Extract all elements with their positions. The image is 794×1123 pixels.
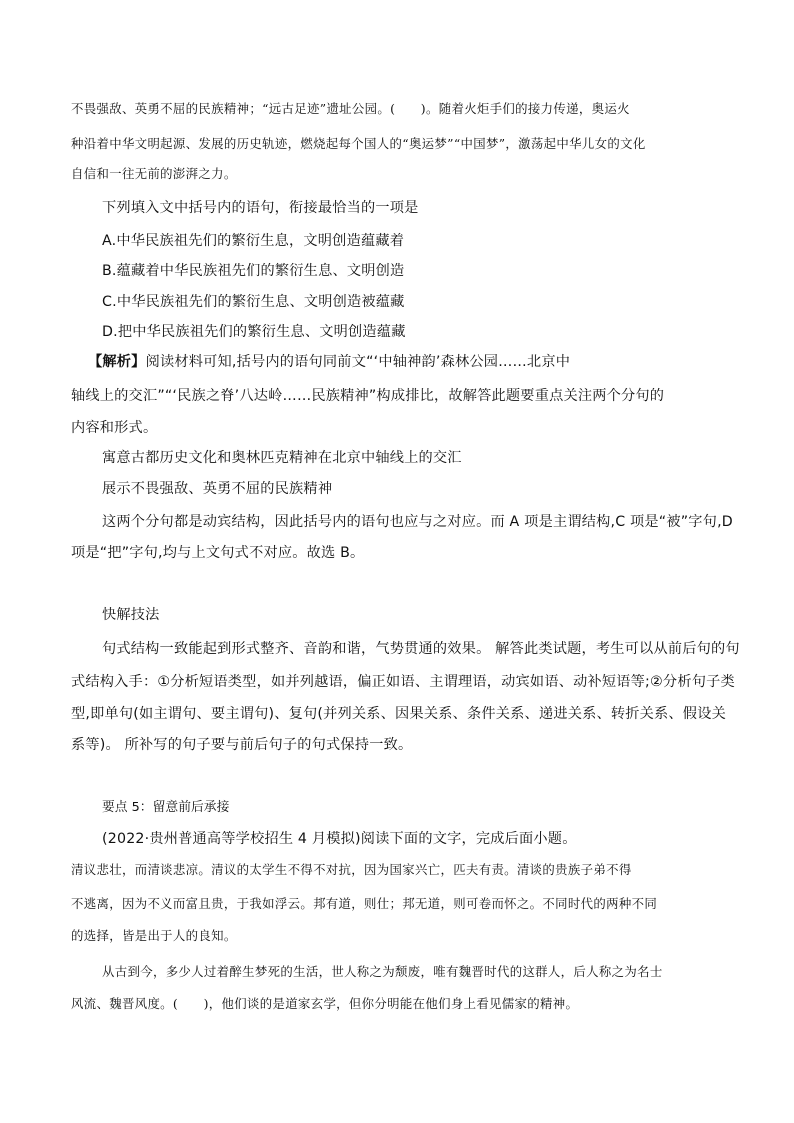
analysis-tag: 【解析】 [88, 354, 146, 370]
analysis-line [88, 355, 570, 369]
passage-line: 清议悲壮，而清谈悲凉。清议的太学生不得不对抗，因为国家兴亡，匹夫有责。清谈的贵族子弟不得 [71, 862, 632, 877]
option-b: B.蕴藏着中华民族祖先们的繁衍生息、文明创造 [102, 263, 405, 279]
tips-line: 式结构入手：①分析短语类型，如并列越语，偏正如语、主谓理语，动宾如语、动补短语等;②分析句子类 [71, 674, 735, 690]
passage-line: 种沿着中华文明起源、发展的历史轨迹，燃烧起每个国人的“奥运梦”“中国梦”，激荡起中华儿女的文化 [71, 136, 646, 151]
analysis-line: 展示不畏强敌、英勇不屈的民族精神 [102, 481, 333, 497]
option-a: A.中华民族祖先们的繁衍生息，文明创造蕴藏着 [102, 233, 405, 249]
analysis-line: 寓意古都历史文化和奥林匹克精神在北京中轴线上的交汇 [102, 450, 462, 466]
tips-line: 型,即单句(如主谓句、要主谓句)、复句(并列关系、因果关系、条件关系、递进关系、转折关系、假设关 [71, 706, 726, 722]
question-stem: 下列填入文中括号内的语句，衔接最恰当的一项是 [102, 200, 419, 216]
source-line: (2022·贵州普通高等学校招生 4 月模拟)阅读下面的文字，完成后面小题。 [102, 831, 577, 847]
option-d: D.把中华民族祖先们的繁衍生息、文明创造蕴藏 [102, 324, 406, 340]
passage-line: 不畏强敌、英勇不屈的民族精神；“远古足迹”遗址公园。( )。随着火炬手们的接力传递，奥运火 [71, 101, 630, 116]
analysis-line: 内容和形式。 [71, 420, 158, 436]
analysis-line: 项是“把”字句,均与上文句式不对应。故选 B。 [71, 545, 365, 561]
point5-heading: 要点 5：留意前后承接 [102, 800, 230, 815]
tips-line: 系等)。 所补写的句子要与前后句子的句式保持一致。 [71, 737, 413, 753]
passage-line: 不逃离，因为不义而富且贵，于我如浮云。邦有道，则仕；邦无道，则可卷而怀之。不同时代的两种不同 [71, 896, 658, 911]
tips-line: 句式结构一致能起到形式整齐、音韵和谐，气势贯通的效果。 解答此类试题，考生可以从前后句的句 [102, 641, 740, 657]
analysis-line: 轴线上的交汇”“‘民族之脊’八达岭……民族精神”构成排比，故解答此题要重点关注两个分句的 [71, 388, 665, 404]
analysis-text: 阅读材料可知,括号内的语句同前文“‘中轴神韵’森林公园……北京中 [145, 354, 571, 370]
analysis-line: 这两个分句都是动宾结构，因此括号内的语句也应与之对应。而 A 项是主谓结构,C 项是“被”字句,D [102, 514, 733, 530]
passage-line: 的选择，皆是出于人的良知。 [71, 928, 237, 943]
passage-line: 自信和一往无前的澎湃之力。 [71, 166, 237, 181]
tips-heading: 快解技法 [102, 607, 160, 623]
passage-line: 风流、魏晋风度。( )，他们谈的是道家玄学，但你分明能在他们身上看见儒家的精神。 [71, 996, 579, 1011]
passage-line: 从古到今，多少人过着醉生梦死的生活，世人称之为颓废，唯有魏晋时代的这群人，后人称之为名士 [102, 964, 663, 979]
option-c: C.中华民族祖先们的繁衍生息、文明创造被蕴藏 [102, 294, 405, 310]
